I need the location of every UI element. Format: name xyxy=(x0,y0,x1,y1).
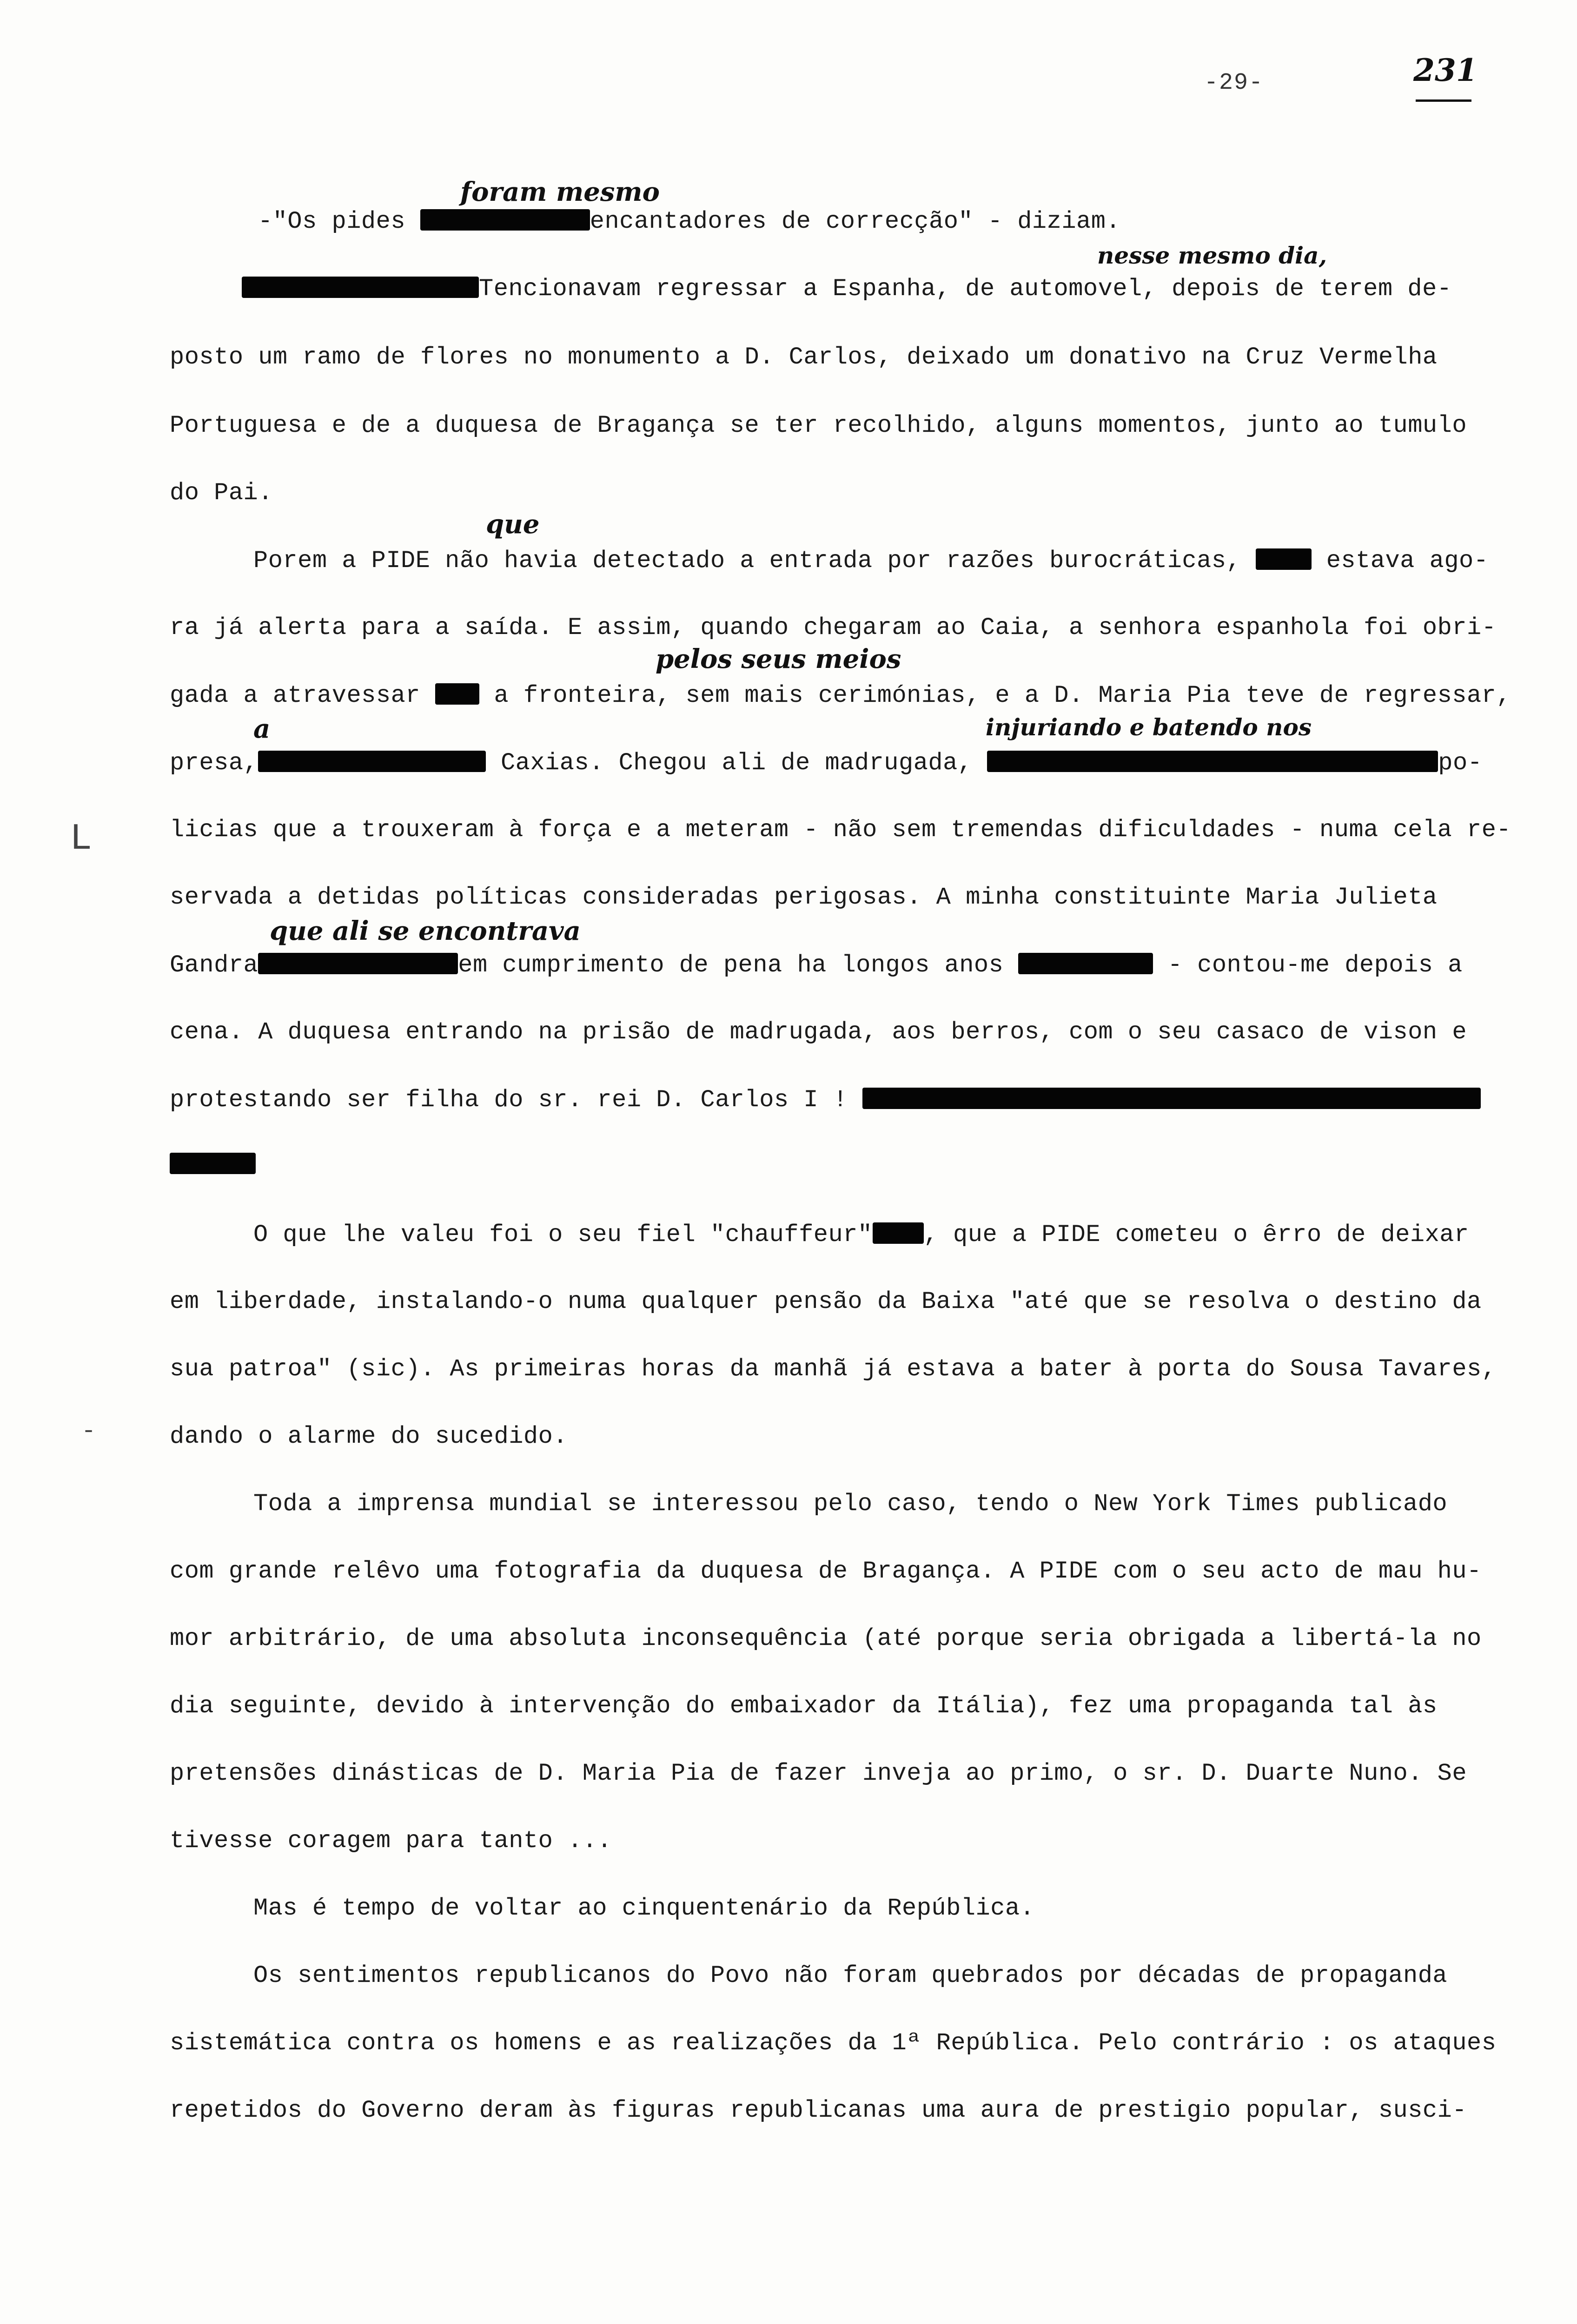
handwritten-annotation: que xyxy=(486,509,540,540)
redaction-bar xyxy=(420,209,590,231)
page-number-handwritten: 231 xyxy=(1413,52,1478,88)
redaction-bar xyxy=(1256,548,1312,570)
text-line: repetidos do Governo deram às figuras republicanas uma aura de prestigio popular, susci- xyxy=(170,2097,1467,2124)
text-line: gada a atravessar a fronteira, sem mais cerimónias, e a D. Maria Pia teve de regressar, xyxy=(170,682,1511,709)
text-line: ra já alerta para a saída. E assim, quando chegaram ao Caia, a senhora espanhola foi obri- xyxy=(170,614,1497,641)
text-line: em liberdade, instalando-o numa qualquer pensão da Baixa "até que se resolva o destino da xyxy=(170,1288,1482,1315)
handwritten-annotation: que ali se encontrava xyxy=(270,916,581,946)
redaction-bar xyxy=(873,1222,924,1244)
text-line: Tencionavam regressar a Espanha, de automovel, depois de terem de- xyxy=(242,277,1452,301)
handwritten-annotation: pelos seus meios xyxy=(656,644,901,674)
text-line: com grande relêvo uma fotografia da duquesa de Bragança. A PIDE com o seu acto de mau hu- xyxy=(170,1558,1482,1585)
text-line: Gandra em cumprimento de pena ha longos anos - contou-me depois a xyxy=(170,951,1463,979)
redaction-bar xyxy=(170,1153,256,1174)
text-line: sua patroa" (sic). As primeiras horas da manhã já estava a bater à porta do Sousa Tavares, xyxy=(170,1355,1497,1383)
text-line: Toda a imprensa mundial se interessou pelo caso, tendo o New York Times publicado xyxy=(253,1490,1448,1518)
redaction-bar xyxy=(1018,953,1153,974)
text-line: mor arbitrário, de uma absoluta inconsequência (até porque seria obrigada a libertá-la no xyxy=(170,1625,1482,1652)
text-line: O que lhe valeu foi o seu fiel "chauffeur" , que a PIDE cometeu o êrro de deixar xyxy=(253,1221,1469,1248)
handwritten-annotation: injuriando e batendo nos xyxy=(986,713,1312,741)
text-line: dia seguinte, devido à intervenção do embaixador da Itália), fez uma propaganda tal às xyxy=(170,1692,1438,1720)
text-line: cena. A duquesa entrando na prisão de madrugada, aos berros, com o seu casaco de vison e xyxy=(170,1018,1467,1046)
redaction-bar xyxy=(435,683,479,705)
redaction-bar xyxy=(987,751,1438,772)
redaction-bar xyxy=(242,277,479,298)
text-line: Portuguesa e de a duquesa de Bragança se ter recolhido, alguns momentos, junto ao tumulo xyxy=(170,412,1467,439)
text-line: licias que a trouxeram à força e a meteram - não sem tremendas dificuldades - numa cela re- xyxy=(170,816,1511,844)
text-line: do Pai. xyxy=(170,479,273,507)
redaction-bar xyxy=(258,953,458,974)
text-line: Os sentimentos republicanos do Povo não foram quebrados por décadas de propaganda xyxy=(253,1962,1448,1989)
text-line: tivesse coragem para tanto ... xyxy=(170,1827,612,1855)
handwritten-annotation: nesse mesmo dia, xyxy=(1097,242,1327,269)
text-line: servada a detidas políticas consideradas perigosas. A minha constituinte Maria Julieta xyxy=(170,884,1438,911)
text-line: Mas é tempo de voltar ao cinquentenário da República. xyxy=(253,1895,1035,1922)
page-number-underline xyxy=(1416,99,1471,102)
text-line: pretensões dinásticas de D. Maria Pia de fazer inveja ao primo, o sr. D. Duarte Nuno. Se xyxy=(170,1760,1467,1787)
text-line: presa, Caxias. Chegou ali de madrugada, po- xyxy=(170,749,1483,777)
handwritten-annotation: foram mesmo xyxy=(460,177,660,207)
handwritten-annotation: a xyxy=(253,713,271,744)
text-line: Porem a PIDE não havia detectado a entrada por razões burocráticas, estava ago- xyxy=(253,547,1489,574)
text-line: protestando ser filha do sr. rei D. Carlos I ! xyxy=(170,1088,1481,1112)
text-line: -"Os pides encantadores de correcção" - diziam. xyxy=(258,208,1121,235)
text-line: posto um ramo de flores no monumento a D. Carlos, deixado um donativo na Cruz Vermelha xyxy=(170,343,1438,371)
text-line: sistemática contra os homens e as realizações da 1ª República. Pelo contrário : os ataques xyxy=(170,2029,1497,2057)
text-line: dando o alarme do sucedido. xyxy=(170,1423,568,1450)
redaction-bar xyxy=(862,1088,1481,1109)
margin-mark: - xyxy=(81,1418,96,1445)
redaction-bar xyxy=(258,751,486,772)
page-number-typed: -29- xyxy=(1204,70,1264,96)
margin-mark: L xyxy=(70,818,93,860)
